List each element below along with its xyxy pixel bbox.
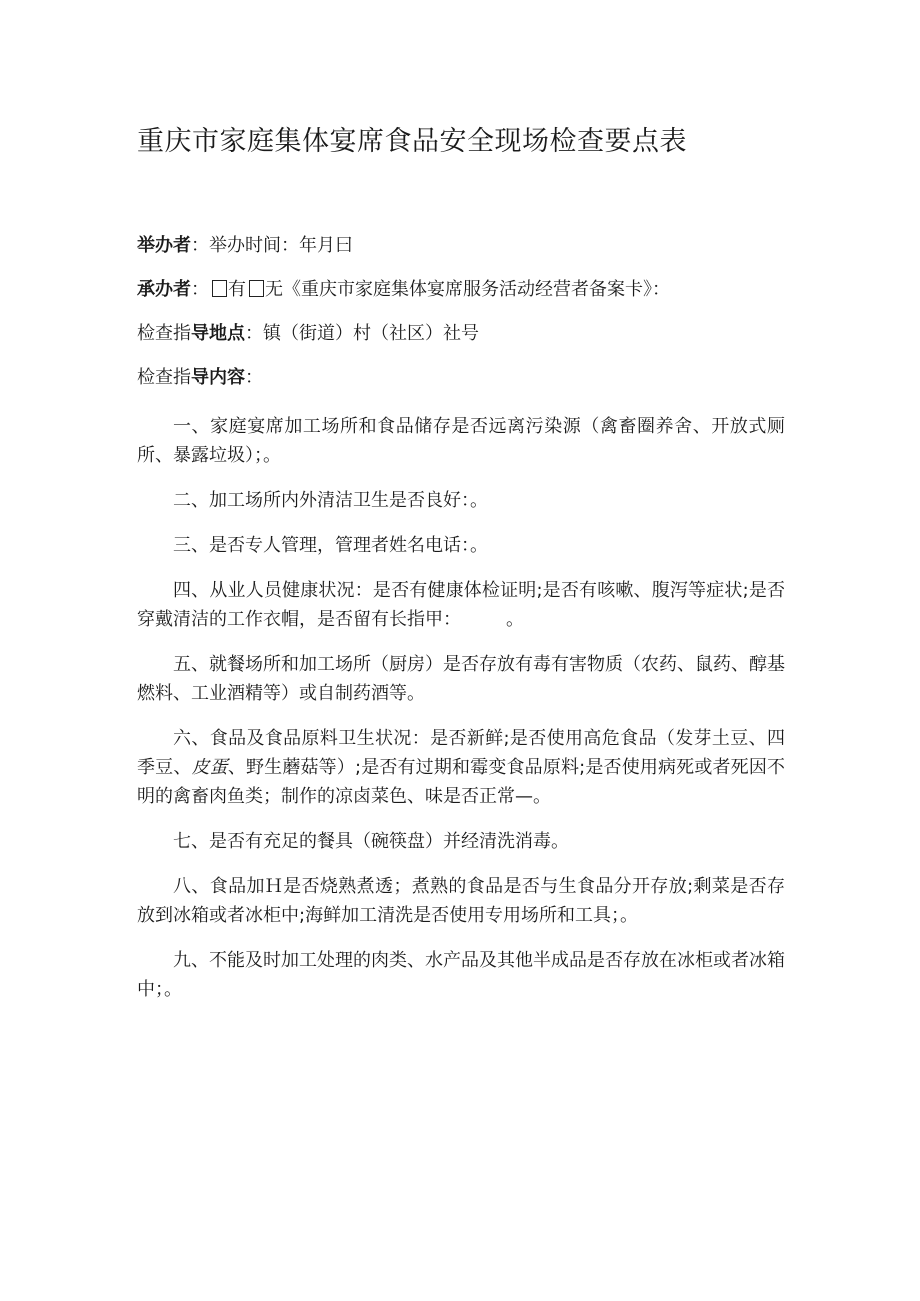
checklist-item-7: 七、是否有充足的餐具（碗筷盘）并经清洗消毒。 <box>173 831 569 852</box>
checklist-item-8: 八、食品加Ｈ是否烧熟煮透；煮熟的食品是否与生食品分开存放;剩菜是否存放到冰箱或者冰柜中;海鲜加工清洗是否使用专用场所和工具；。 <box>137 876 785 926</box>
organizer-line <box>137 232 785 276</box>
organizer-label: 举办者 <box>137 235 191 256</box>
option-none-label: 无《重庆市家庭集体宴席服务活动经营者备案卡》： <box>265 279 670 300</box>
content-label: 导内容 <box>191 367 245 388</box>
content-heading-line <box>137 364 785 408</box>
location-label: 导地点 <box>191 323 245 344</box>
checkbox-have[interactable] <box>212 280 227 297</box>
organizer-value: ：举办时间：年月曰 <box>191 235 353 256</box>
content-prefix: 检查指 <box>137 367 191 388</box>
item-6-after: 、野生蘑菇等）;是否有过期和霉变食品原料;是否使用病死或者死因不明的禽畜肉鱼类；制作的凉卤菜色、味是否正常—。 <box>137 757 785 807</box>
contractor-line <box>137 276 785 320</box>
location-prefix: 检查指 <box>137 323 191 344</box>
contractor-label: 承办者 <box>137 279 191 300</box>
checklist-item-1: 一、家庭宴席加工场所和食品储存是否远离污染源（禽畜圈养舍、开放式厕所、暴露垃圾）；。 <box>137 416 785 466</box>
location-value: ：镇（街道）村（社区）社号 <box>245 323 479 344</box>
option-have-label: 有 <box>228 279 246 300</box>
document-body <box>137 232 785 1020</box>
location-line <box>137 320 785 364</box>
item-6-italic: 皮蛋 <box>191 757 228 778</box>
checklist-item-2: 二、加工场所内外清洁卫生是否良好：。 <box>173 490 488 511</box>
contractor-separator: ： <box>191 279 209 300</box>
document-title: 重庆市家庭集体宴席食品安全现场检查要点表 <box>137 126 687 157</box>
content-colon: ： <box>245 367 263 388</box>
checkbox-none[interactable] <box>249 280 264 297</box>
checklist-item-9: 九、不能及时加工处理的肉类、水产品及其他半成品是否存放在冰柜或者冰箱中；。 <box>137 950 785 1000</box>
checklist-item-4: 四、从业人员健康状况：是否有健康体检证明;是否有咳嗽、腹泻等症状;是否穿戴清洁的工作衣帽，是否留有长指甲： 。 <box>137 580 785 630</box>
item-6-before: 六、食品及食品原料卫生状况：是否新鲜;是否使用高危食品（发芽土豆、四季豆、 <box>137 728 785 778</box>
checklist-item-3: 三、是否专人管理，管理者姓名电话：。 <box>173 535 488 556</box>
checklist-item-6 <box>137 724 785 811</box>
checklist-item-5: 五、就餐场所和加工场所（厨房）是否存放有毒有害物质（农药、鼠药、醇基燃料、工业酒精等）或自制药酒等。 <box>137 654 785 704</box>
